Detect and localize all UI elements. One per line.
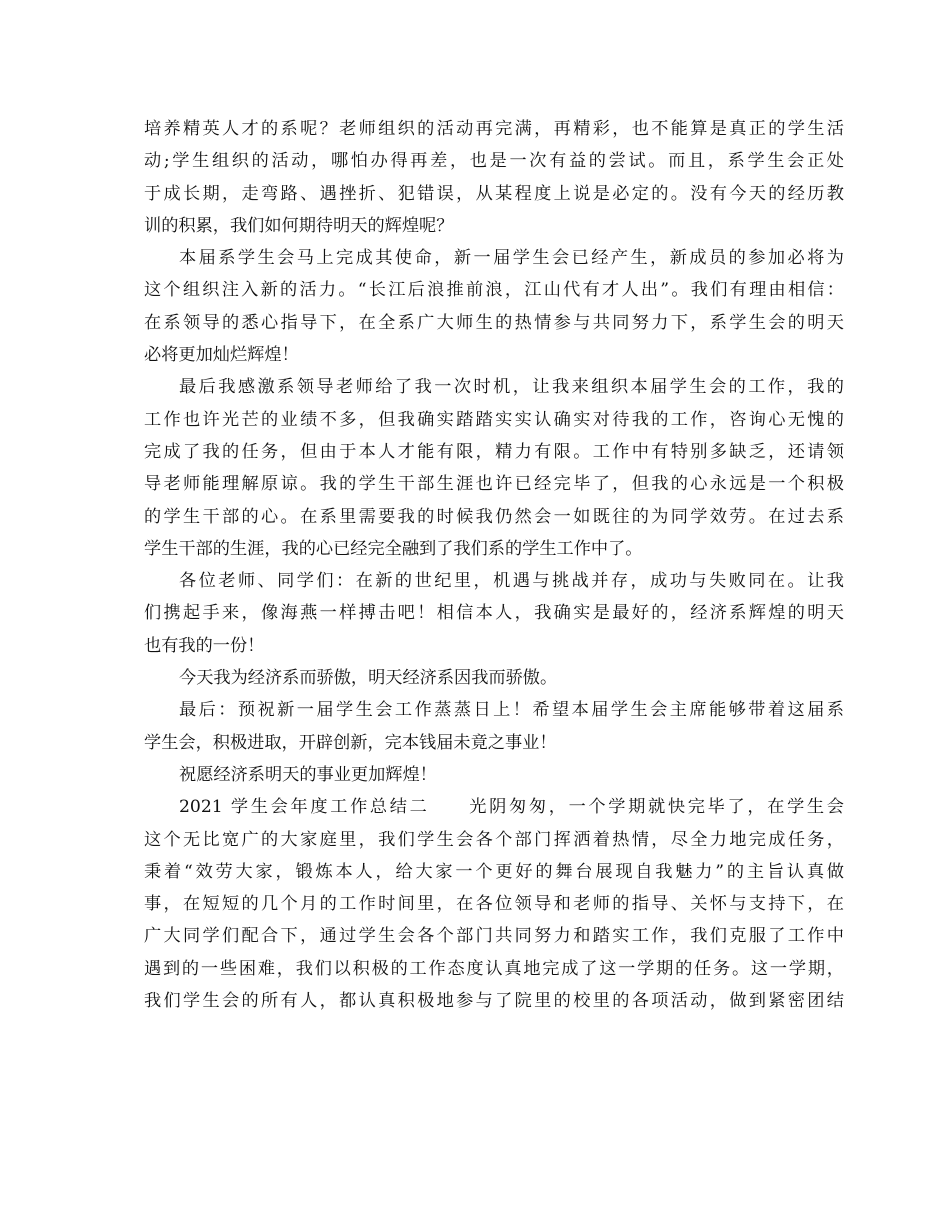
text-line: 这个无比宽广的大家庭里，我们学生会各个部门挥洒着热情，尽全力地完成任务， [144,829,844,850]
paragraph-first-line: 今天我为经济系而骄傲，明天经济系因我而骄傲。 [179,668,558,689]
text-line: 动;学生组织的活动，哪怕办得再差，也是一次有益的尝试。而且，系学生会正处 [144,151,844,172]
text-line: 学生干部的生涯，我的心已经完全融到了我们系的学生工作中了。 [144,538,643,559]
text-line: 遇到的一些困难，我们以积极的工作态度认真地完成了这一学期的任务。这一学期， [144,958,844,979]
text-line: 完成了我的任务，但由于本人才能有限，精力有限。工作中有特别多缺乏，还请领 [144,441,844,462]
text-line: 学生会，积极进取，开辟创新，完本钱届未竟之事业！ [144,732,557,753]
paragraph-first-line: 最后：预祝新一届学生会工作蒸蒸日上！希望本届学生会主席能够带着这届系 [179,700,844,721]
document-body [144,113,844,1017]
text-line: 导老师能理解原谅。我的学生干部生涯也许已经完毕了，但我的心永远是一个积极 [144,474,844,495]
paragraph-first-line: 2021 学生会年度工作总结二 光阴匆匆，一个学期就快完毕了，在学生会 [179,797,844,818]
text-line: 们携起手来，像海燕一样搏击吧！相信本人，我确实是最好的，经济系辉煌的明天 [144,603,844,624]
paragraph-first-line: 最后我感激系领导老师给了我一次时机，让我来组织本届学生会的工作，我的 [179,377,844,398]
text-line: 的学生干部的心。在系里需要我的时候我仍然会一如既往的为同学效劳。在过去系 [144,506,844,527]
text-line: 事，在短短的几个月的工作时间里，在各位领导和老师的指导、关怀与支持下，在 [144,894,844,915]
paragraph-first-line: 各位老师、同学们：在新的世纪里，机遇与挑战并存，成功与失败同在。让我 [179,571,844,592]
text-line: 在系领导的悉心指导下，在全系广大师生的热情参与共同努力下，系学生会的明天 [144,312,844,333]
text-line: 也有我的一份！ [144,635,265,656]
paragraph-first-line: 本届系学生会马上完成其使命，新一届学生会已经产生，新成员的参加必将为 [179,248,844,269]
text-line: 工作也许光芒的业绩不多，但我确实踏踏实实认确实对待我的工作，咨询心无愧的 [144,409,844,430]
text-line: 培养精英人才的系呢？老师组织的活动再完满，再精彩，也不能算是真正的学生活 [144,119,844,139]
text-line: 于成长期，走弯路、遇挫折、犯错误，从某程度上说是必定的。没有今天的经历教 [144,183,844,204]
text-line: 我们学生会的所有人，都认真积极地参与了院里的校里的各项活动，做到紧密团结 [144,991,844,1012]
text-line: 这个组织注入新的活力。“长江后浪推前浪，江山代有才人出”。我们有理由相信： [144,280,844,301]
text-line: 训的积累，我们如何期待明天的辉煌呢？ [144,215,454,236]
paragraph-first-line: 祝愿经济系明天的事业更加辉煌！ [179,764,437,785]
text-line: 秉着“效劳大家，锻炼本人，给大家一个更好的舞台展现自我魅力”的主旨认真做 [144,861,844,882]
text-line: 必将更加灿烂辉煌！ [144,345,299,366]
text-line: 广大同学们配合下，通过学生会各个部门共同努力和踏实工作，我们克服了工作中 [144,926,844,947]
